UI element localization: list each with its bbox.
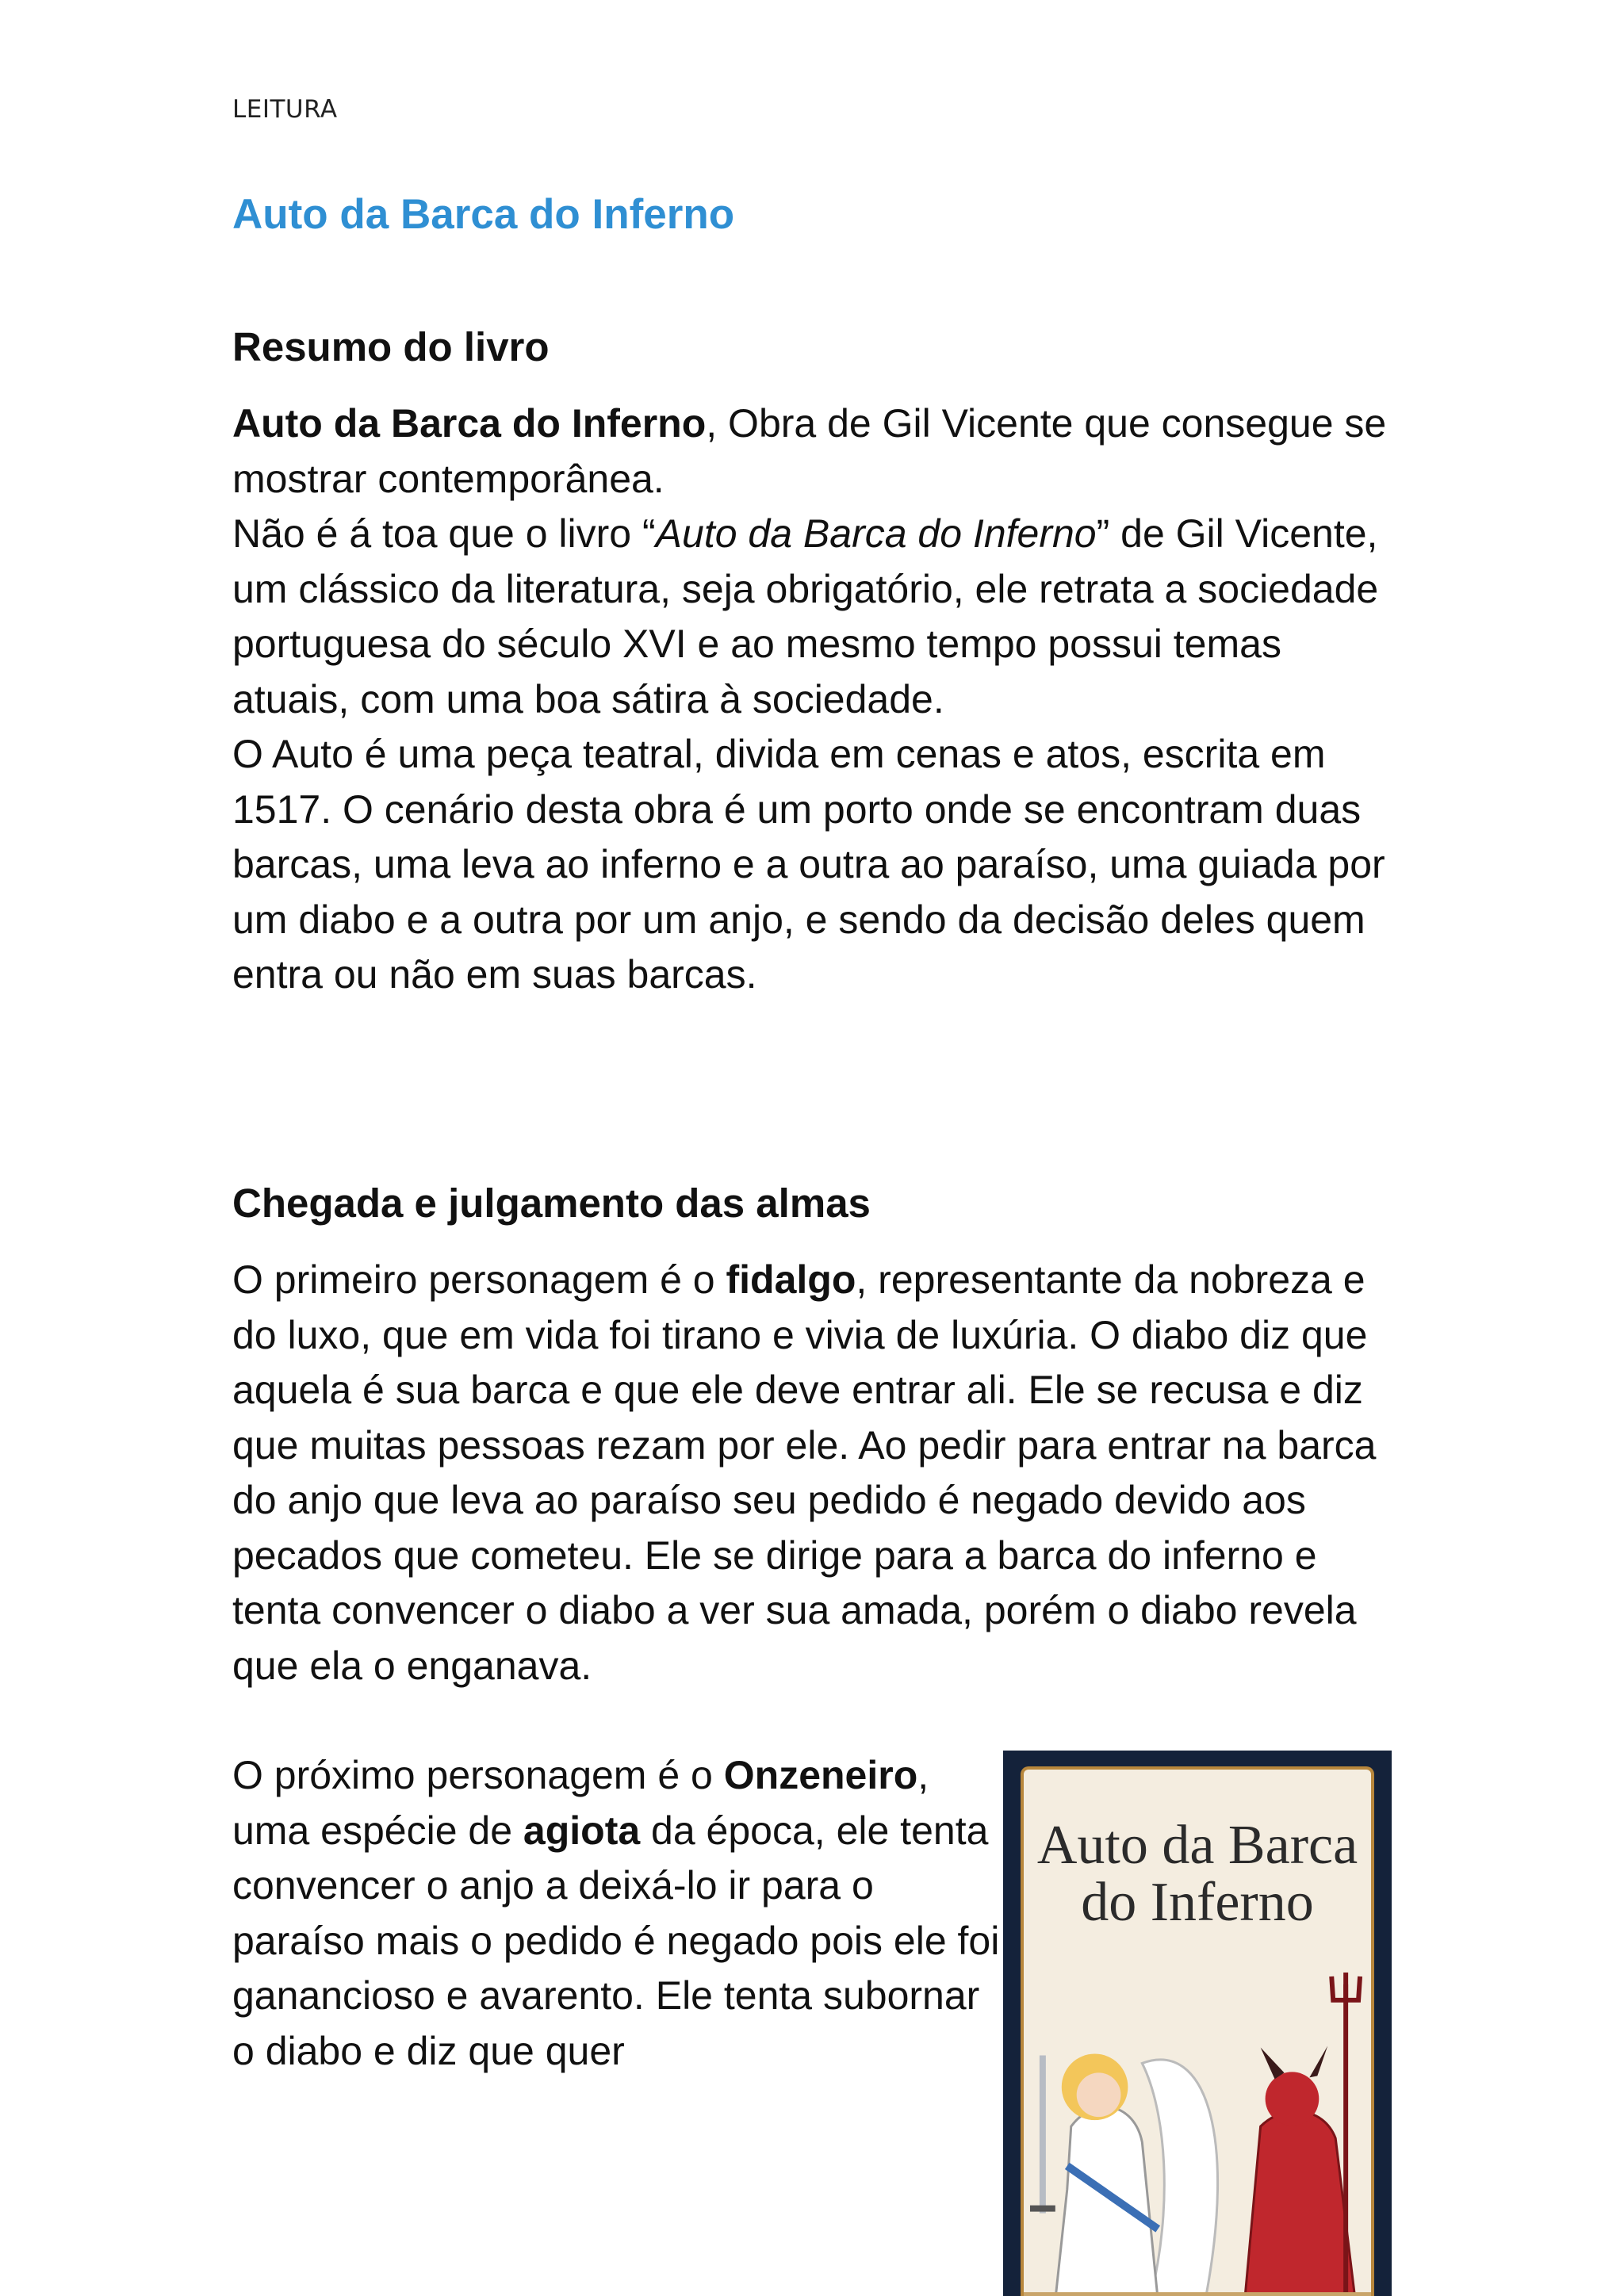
book-cover-image <box>1003 1751 1392 2296</box>
section-body-resumo <box>232 396 1390 1003</box>
document-title: Auto da Barca do Inferno <box>232 191 735 238</box>
ground-icon <box>1024 2292 1371 2296</box>
trident-head-icon <box>1331 1973 1360 2000</box>
text-span: O primeiro personagem é o <box>232 1257 726 1302</box>
italic-text: Auto da Barca do Inferno <box>655 511 1097 556</box>
text-span: Não é á toa que o livro “ <box>232 511 656 556</box>
text-span: O próximo personagem é o <box>232 1753 724 1797</box>
devil-body-icon <box>1245 2111 1355 2296</box>
bold-text: Onzeneiro <box>723 1753 918 1797</box>
cover-illustration <box>1024 1968 1371 2296</box>
section-body-chegada-p1 <box>232 1253 1390 1693</box>
devil-horn-icon <box>1261 2048 1285 2080</box>
text-span: ” de Gil Vicente, um clássico da literatura, seja obrigatório, ele retrata a sociedade portuguesa do século XVI e ao mesmo tempo possui temas atuais, com uma boa sátira à sociedade. <box>232 511 1379 721</box>
cover-title <box>1024 1817 1371 1931</box>
cover-title-line2: do Inferno <box>1081 1872 1314 1933</box>
section-body-chegada-p2 <box>232 1748 1009 2079</box>
section-heading-chegada: Chegada e julgamento das almas <box>232 1181 871 1226</box>
devil-horn-icon <box>1309 2046 1327 2078</box>
page-header-label: LEITURA <box>232 95 338 124</box>
sword-icon <box>1040 2056 1046 2214</box>
text-span: , representante da nobreza e do luxo, que em vida foi tirano e vivia de luxúria. O diabo diz que aquela é sua barca e que ele deve entrar ali. Ele se recusa e diz que muitas pessoas rezam por ele. Ao pedir para entrar na barca do anjo que leva ao paraíso seu pedido é negado devido aos pecados que cometeu. Ele se dirige para a barca do inferno e tenta convencer o diabo a ver sua amada, porém o diabo revela que ela o enganava. <box>232 1257 1377 1688</box>
trident-icon <box>1343 1984 1348 2296</box>
cover-panel <box>1021 1766 1374 2296</box>
text-span: , Obra de Gil Vicente que consegue se mostrar contemporânea. <box>232 401 1387 501</box>
paragraph: O Auto é uma peça teatral, divida em cenas e atos, escrita em 1517. O cenário desta obra é um porto onde se encontram duas barcas, uma leva ao inferno e a outra ao paraíso, uma guiada por um diabo e a outra por um anjo, e sendo da decisão deles quem entra ou não em suas barcas. <box>232 732 1385 997</box>
paragraph <box>232 1748 1009 2079</box>
section-heading-resumo: Resumo do livro <box>232 324 550 369</box>
paragraph <box>232 1253 1390 1693</box>
bold-text: fidalgo <box>726 1257 856 1302</box>
devil-head-icon <box>1266 2072 1320 2126</box>
text-span: , uma espécie de <box>232 1753 929 1853</box>
angel-face-icon <box>1077 2072 1121 2117</box>
text-span: da época, ele tenta convencer o anjo a deixá-lo ir para o paraíso mais o pedido é negado pois ele foi ganancioso e avarento. Ele tenta subornar o diabo e diz que quer <box>232 1808 1000 2073</box>
cover-title-line1: Auto da Barca <box>1036 1815 1358 1876</box>
bold-text: Auto da Barca do Inferno <box>232 401 707 446</box>
bold-text: agiota <box>523 1808 641 1853</box>
paragraph <box>232 396 1390 507</box>
angel-body-icon <box>1055 2107 1158 2296</box>
paragraph <box>232 507 1390 727</box>
sword-hilt-icon <box>1030 2206 1055 2212</box>
